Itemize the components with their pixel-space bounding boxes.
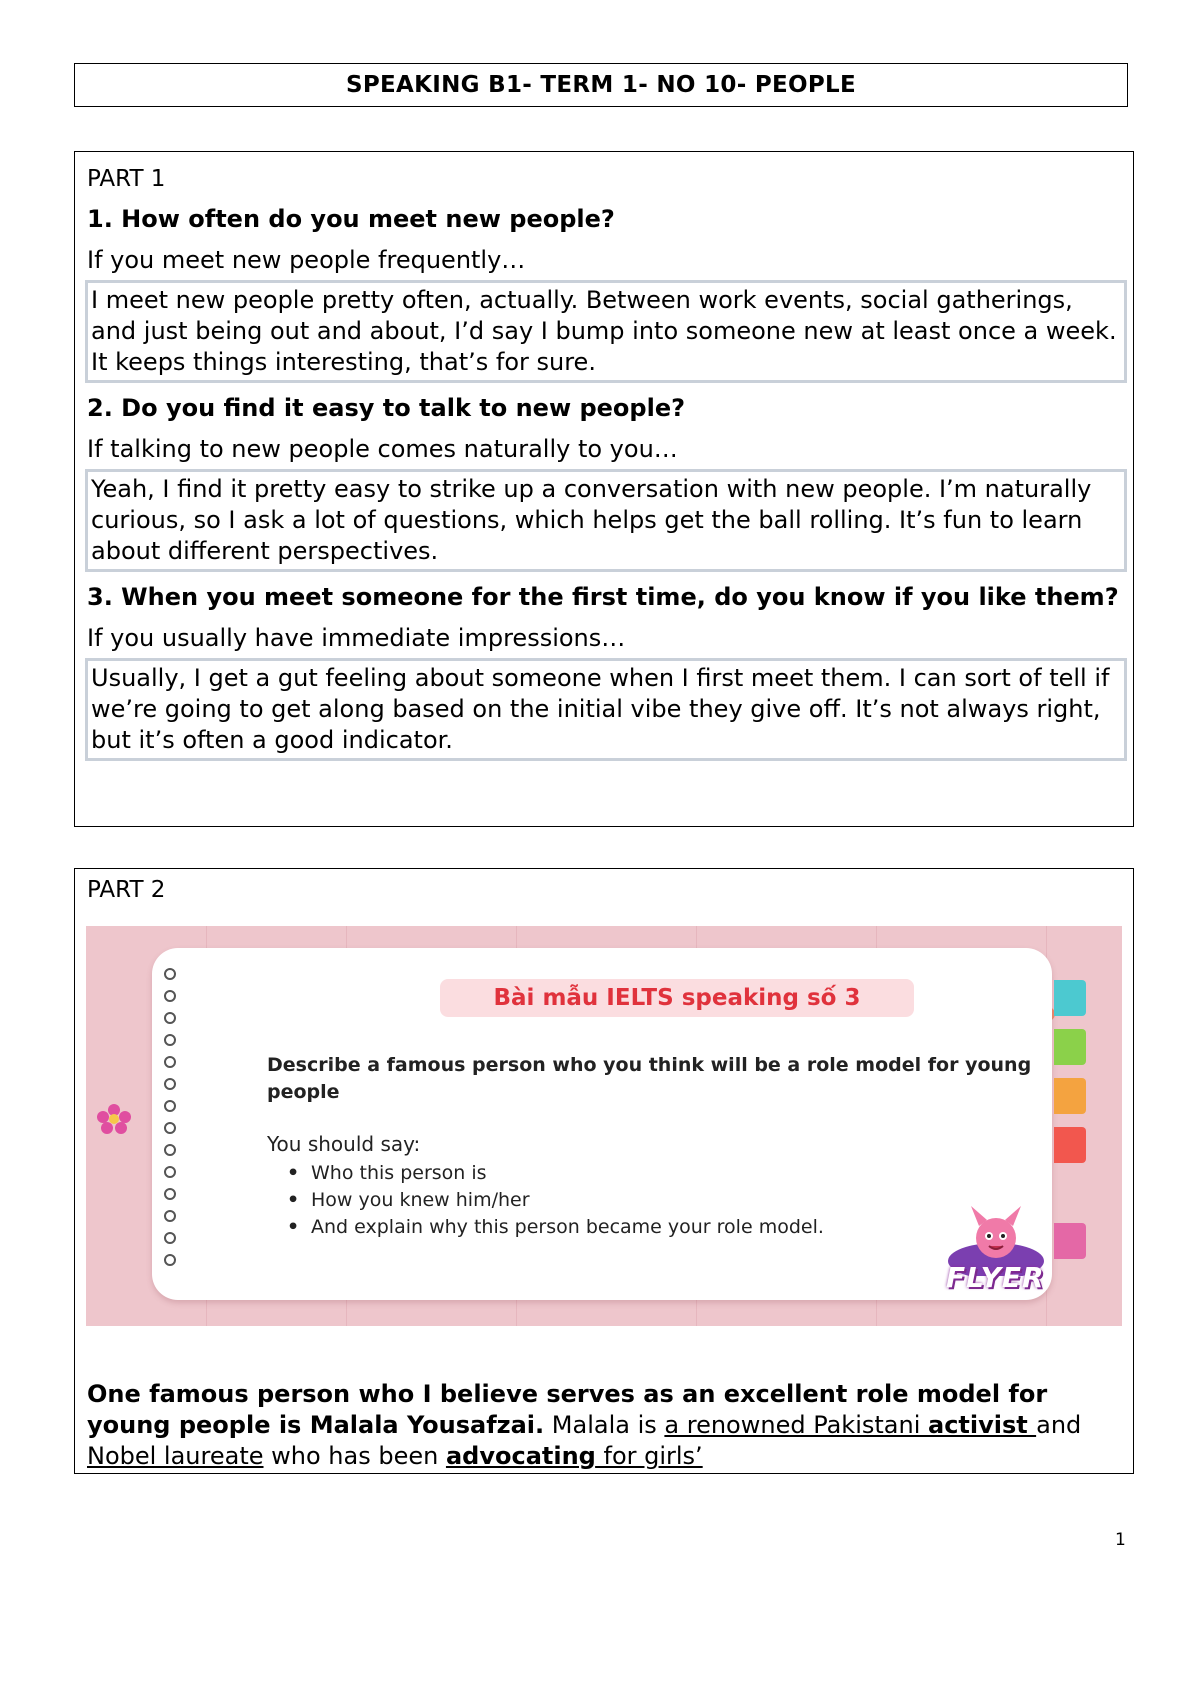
cue-card-task: Describe a famous person who you think will be a role model for young people	[267, 1054, 1032, 1103]
tab-red	[1054, 1127, 1086, 1163]
question-2: 2. Do you find it easy to talk to new people?	[87, 394, 686, 422]
essay-underlined: for girls’	[595, 1442, 703, 1470]
page-title: SPEAKING B1- TERM 1- NO 10- PEOPLE	[74, 63, 1128, 107]
essay-underlined: Nobel laureate	[87, 1442, 264, 1470]
tab-pink	[1054, 1223, 1086, 1259]
page-number: 1	[1115, 1530, 1126, 1550]
tab-orange	[1054, 1078, 1086, 1114]
essay-text: Malala is	[544, 1411, 665, 1439]
part2-essay	[87, 1379, 1127, 1472]
prompt-1: If you meet new people frequently…	[87, 246, 526, 274]
bullet-item: • And explain why this person became your role model.	[287, 1214, 824, 1241]
answer-box-2: Yeah, I find it pretty easy to strike up a conversation with new people. I’m naturally curious, so I ask a lot of questions, which helps get the ball rolling. It’s fun to learn about different perspectives.	[85, 469, 1127, 572]
question-1: 1. How often do you meet new people?	[87, 205, 615, 233]
part1-label: PART 1	[87, 166, 166, 192]
cue-card-bullets	[287, 1160, 824, 1241]
tab-teal	[1054, 980, 1086, 1016]
flyer-logo: FLYER	[946, 1261, 1045, 1294]
part2-label: PART 2	[87, 877, 166, 903]
essay-intro: One famous person who I believe serves as an excellent role model for young people is Malala Yousafzai.	[87, 1380, 1048, 1439]
cue-card-title: Bài mẫu IELTS speaking số 3	[440, 979, 914, 1017]
cue-card-should-say: You should say:	[267, 1132, 421, 1156]
essay-underlined: a renowned Pakistani	[664, 1411, 928, 1439]
question-3: 3. When you meet someone for the first time, do you know if you like them?	[87, 583, 1119, 611]
part1-section	[74, 151, 1134, 827]
bullet-item: • How you knew him/her	[287, 1187, 824, 1214]
small-flower-icon	[96, 1104, 132, 1134]
tab-green	[1054, 1029, 1086, 1065]
bullet-item: • Who this person is	[287, 1160, 824, 1187]
prompt-2: If talking to new people comes naturally to you…	[87, 435, 678, 463]
part2-section	[74, 868, 1134, 1474]
cue-card-image	[86, 926, 1122, 1326]
essay-text: who has been	[263, 1442, 446, 1470]
answer-box-1: I meet new people pretty often, actually. Between work events, social gatherings, and just being out and about, I’d say I bump into someone new at least once a week. It keeps things interesting, that’s for sure.	[85, 280, 1127, 383]
answer-box-3: Usually, I get a gut feeling about someone when I first meet them. I can sort of tell if we’re going to get along based on the initial vibe they give off. It’s not always right, but it’s often a good indicator.	[85, 658, 1127, 761]
prompt-3: If you usually have immediate impressions…	[87, 624, 626, 652]
essay-text: and	[1036, 1411, 1082, 1439]
essay-keyword: advocating	[445, 1442, 596, 1470]
essay-keyword: activist	[928, 1411, 1037, 1439]
cue-card	[152, 948, 1052, 1300]
